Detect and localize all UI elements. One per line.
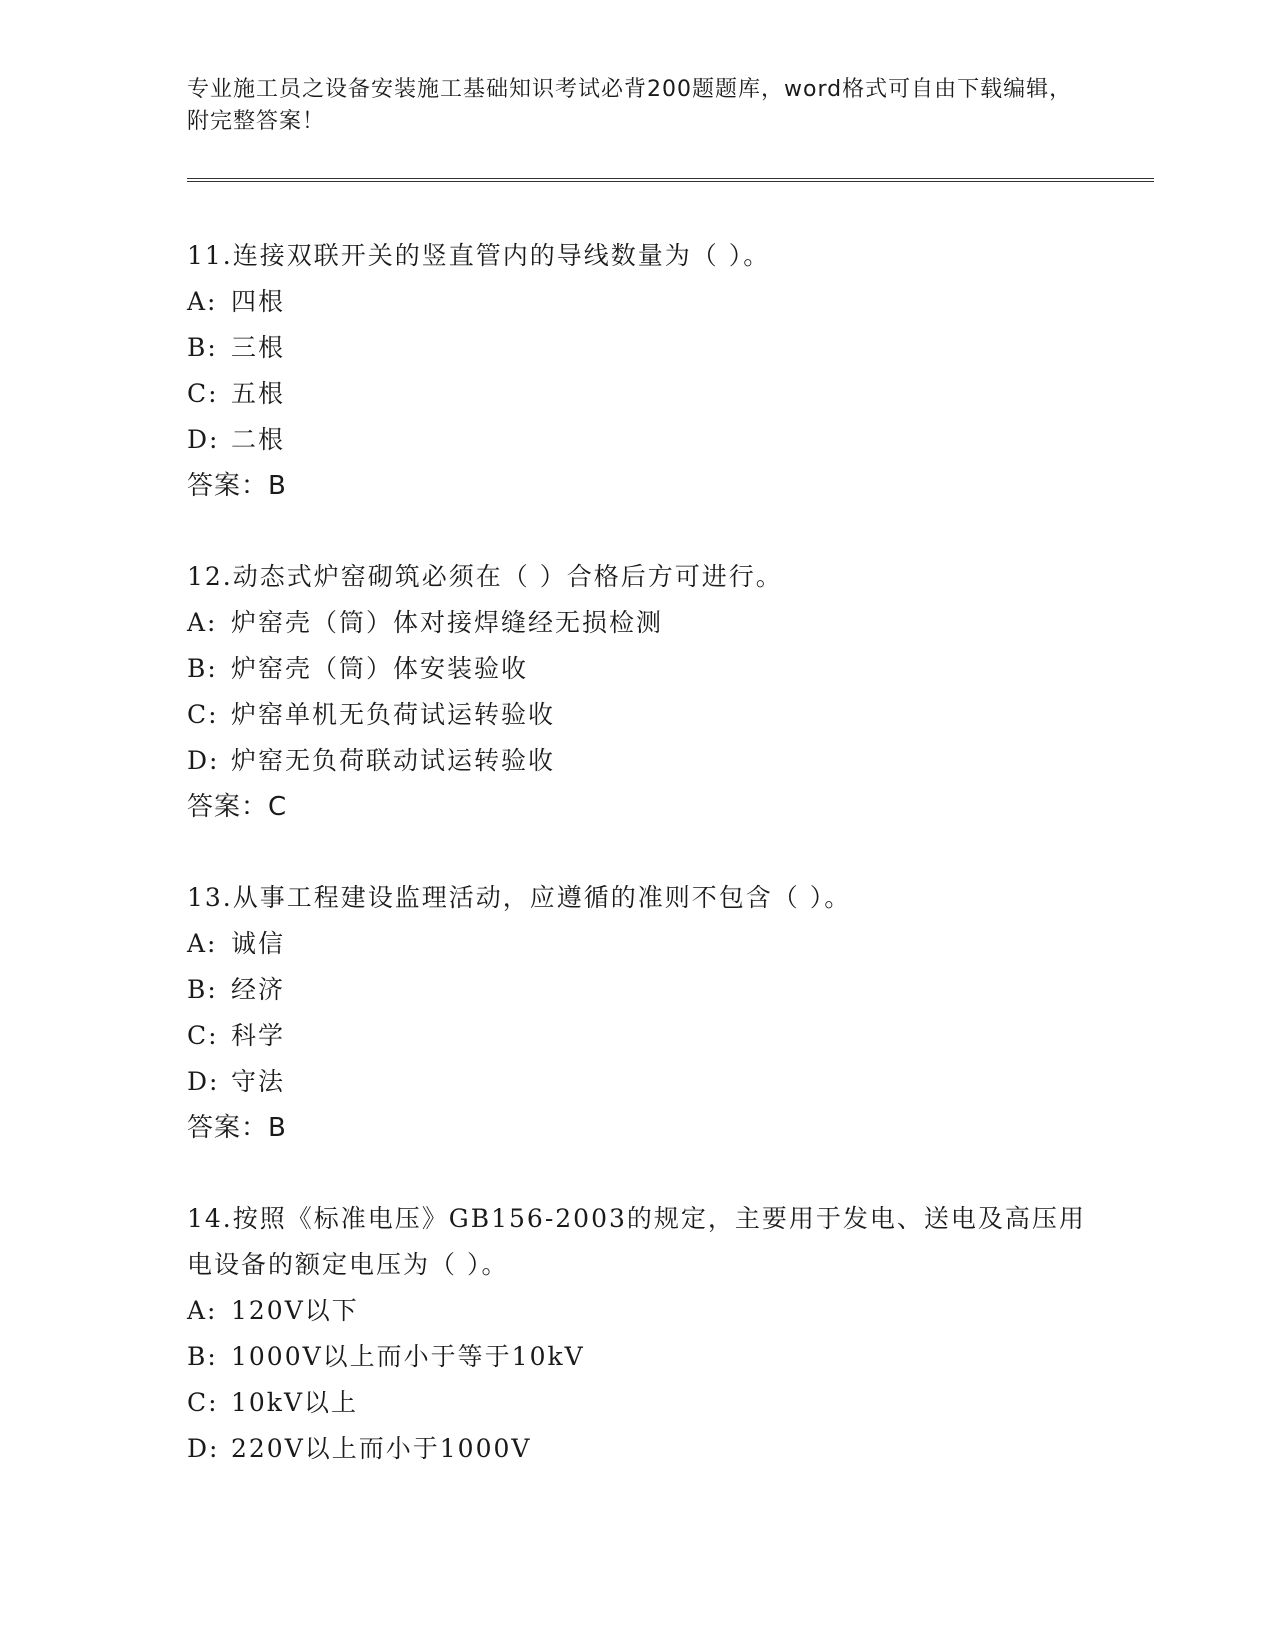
option-key: B: [187, 975, 218, 1004]
option-key: A: [187, 1296, 218, 1325]
option-key: D: [187, 425, 220, 454]
option-key: B: [187, 333, 218, 362]
option-d [187, 738, 1087, 784]
option-key: A: [187, 929, 218, 958]
option-text: 二根 [231, 425, 286, 454]
question-11 [187, 233, 1087, 509]
question-list [187, 233, 1087, 1517]
option-text: 五根 [231, 379, 286, 408]
option-c [187, 692, 1087, 738]
option-text: 10kV以上 [231, 1388, 359, 1417]
option-text: 三根 [231, 333, 286, 362]
option-text: 炉窑单机无负荷试运转验收 [231, 700, 556, 729]
option-c [187, 371, 1087, 417]
document-title: 专业施工员之设备安装施工基础知识考试必背200题题库，word格式可自由下载编辑，附完整答案！ [187, 77, 1073, 134]
option-key: A: [187, 608, 218, 637]
option-text: 守法 [231, 1067, 286, 1096]
option-text: 四根 [231, 287, 286, 316]
question-stem: 14.按照《标准电压》GB156-2003的规定，主要用于发电、送电及高压用电设备的额定电压为（ ）。 [187, 1204, 1086, 1279]
option-b [187, 967, 1087, 1013]
option-text: 炉窑无负荷联动试运转验收 [231, 746, 556, 775]
question-stem: 11.连接双联开关的竖直管内的导线数量为（ ）。 [187, 241, 771, 270]
question-stem: 12.动态式炉窑砌筑必须在（ ）合格后方可进行。 [187, 562, 783, 591]
option-text: 经济 [231, 975, 286, 1004]
option-key: A: [187, 287, 218, 316]
option-text: 1000V以上而小于等于10kV [231, 1342, 585, 1371]
option-key: C: [187, 700, 219, 729]
option-b [187, 1334, 1087, 1380]
option-key: C: [187, 1388, 219, 1417]
option-text: 220V以上而小于1000V [231, 1434, 532, 1463]
option-d [187, 1059, 1087, 1105]
option-a [187, 600, 1087, 646]
option-a [187, 1288, 1087, 1334]
option-text: 炉窑壳（筒）体安装验收 [231, 654, 529, 683]
question-12 [187, 554, 1087, 830]
header-double-rule [187, 178, 1154, 182]
option-b [187, 325, 1087, 371]
answer-line: 答案：B [187, 471, 287, 501]
option-key: D: [187, 746, 220, 775]
option-text: 炉窑壳（筒）体对接焊缝经无损检测 [231, 608, 664, 637]
option-d [187, 1426, 1087, 1472]
option-key: C: [187, 1021, 219, 1050]
option-b [187, 646, 1087, 692]
answer-line: 答案：C [187, 792, 288, 822]
option-key: D: [187, 1434, 220, 1463]
option-text: 科学 [231, 1021, 286, 1050]
option-c [187, 1380, 1087, 1426]
option-text: 诚信 [231, 929, 286, 958]
question-stem: 13.从事工程建设监理活动，应遵循的准则不包含（ ）。 [187, 883, 852, 912]
option-a [187, 921, 1087, 967]
question-14 [187, 1196, 1087, 1472]
option-key: C: [187, 379, 219, 408]
option-key: D: [187, 1067, 220, 1096]
option-text: 120V以下 [231, 1296, 359, 1325]
document-header [187, 74, 1087, 138]
option-c [187, 1013, 1087, 1059]
option-a [187, 279, 1087, 325]
option-key: B: [187, 1342, 218, 1371]
answer-line: 答案：B [187, 1113, 287, 1143]
option-key: B: [187, 654, 218, 683]
question-13 [187, 875, 1087, 1151]
option-d [187, 417, 1087, 463]
